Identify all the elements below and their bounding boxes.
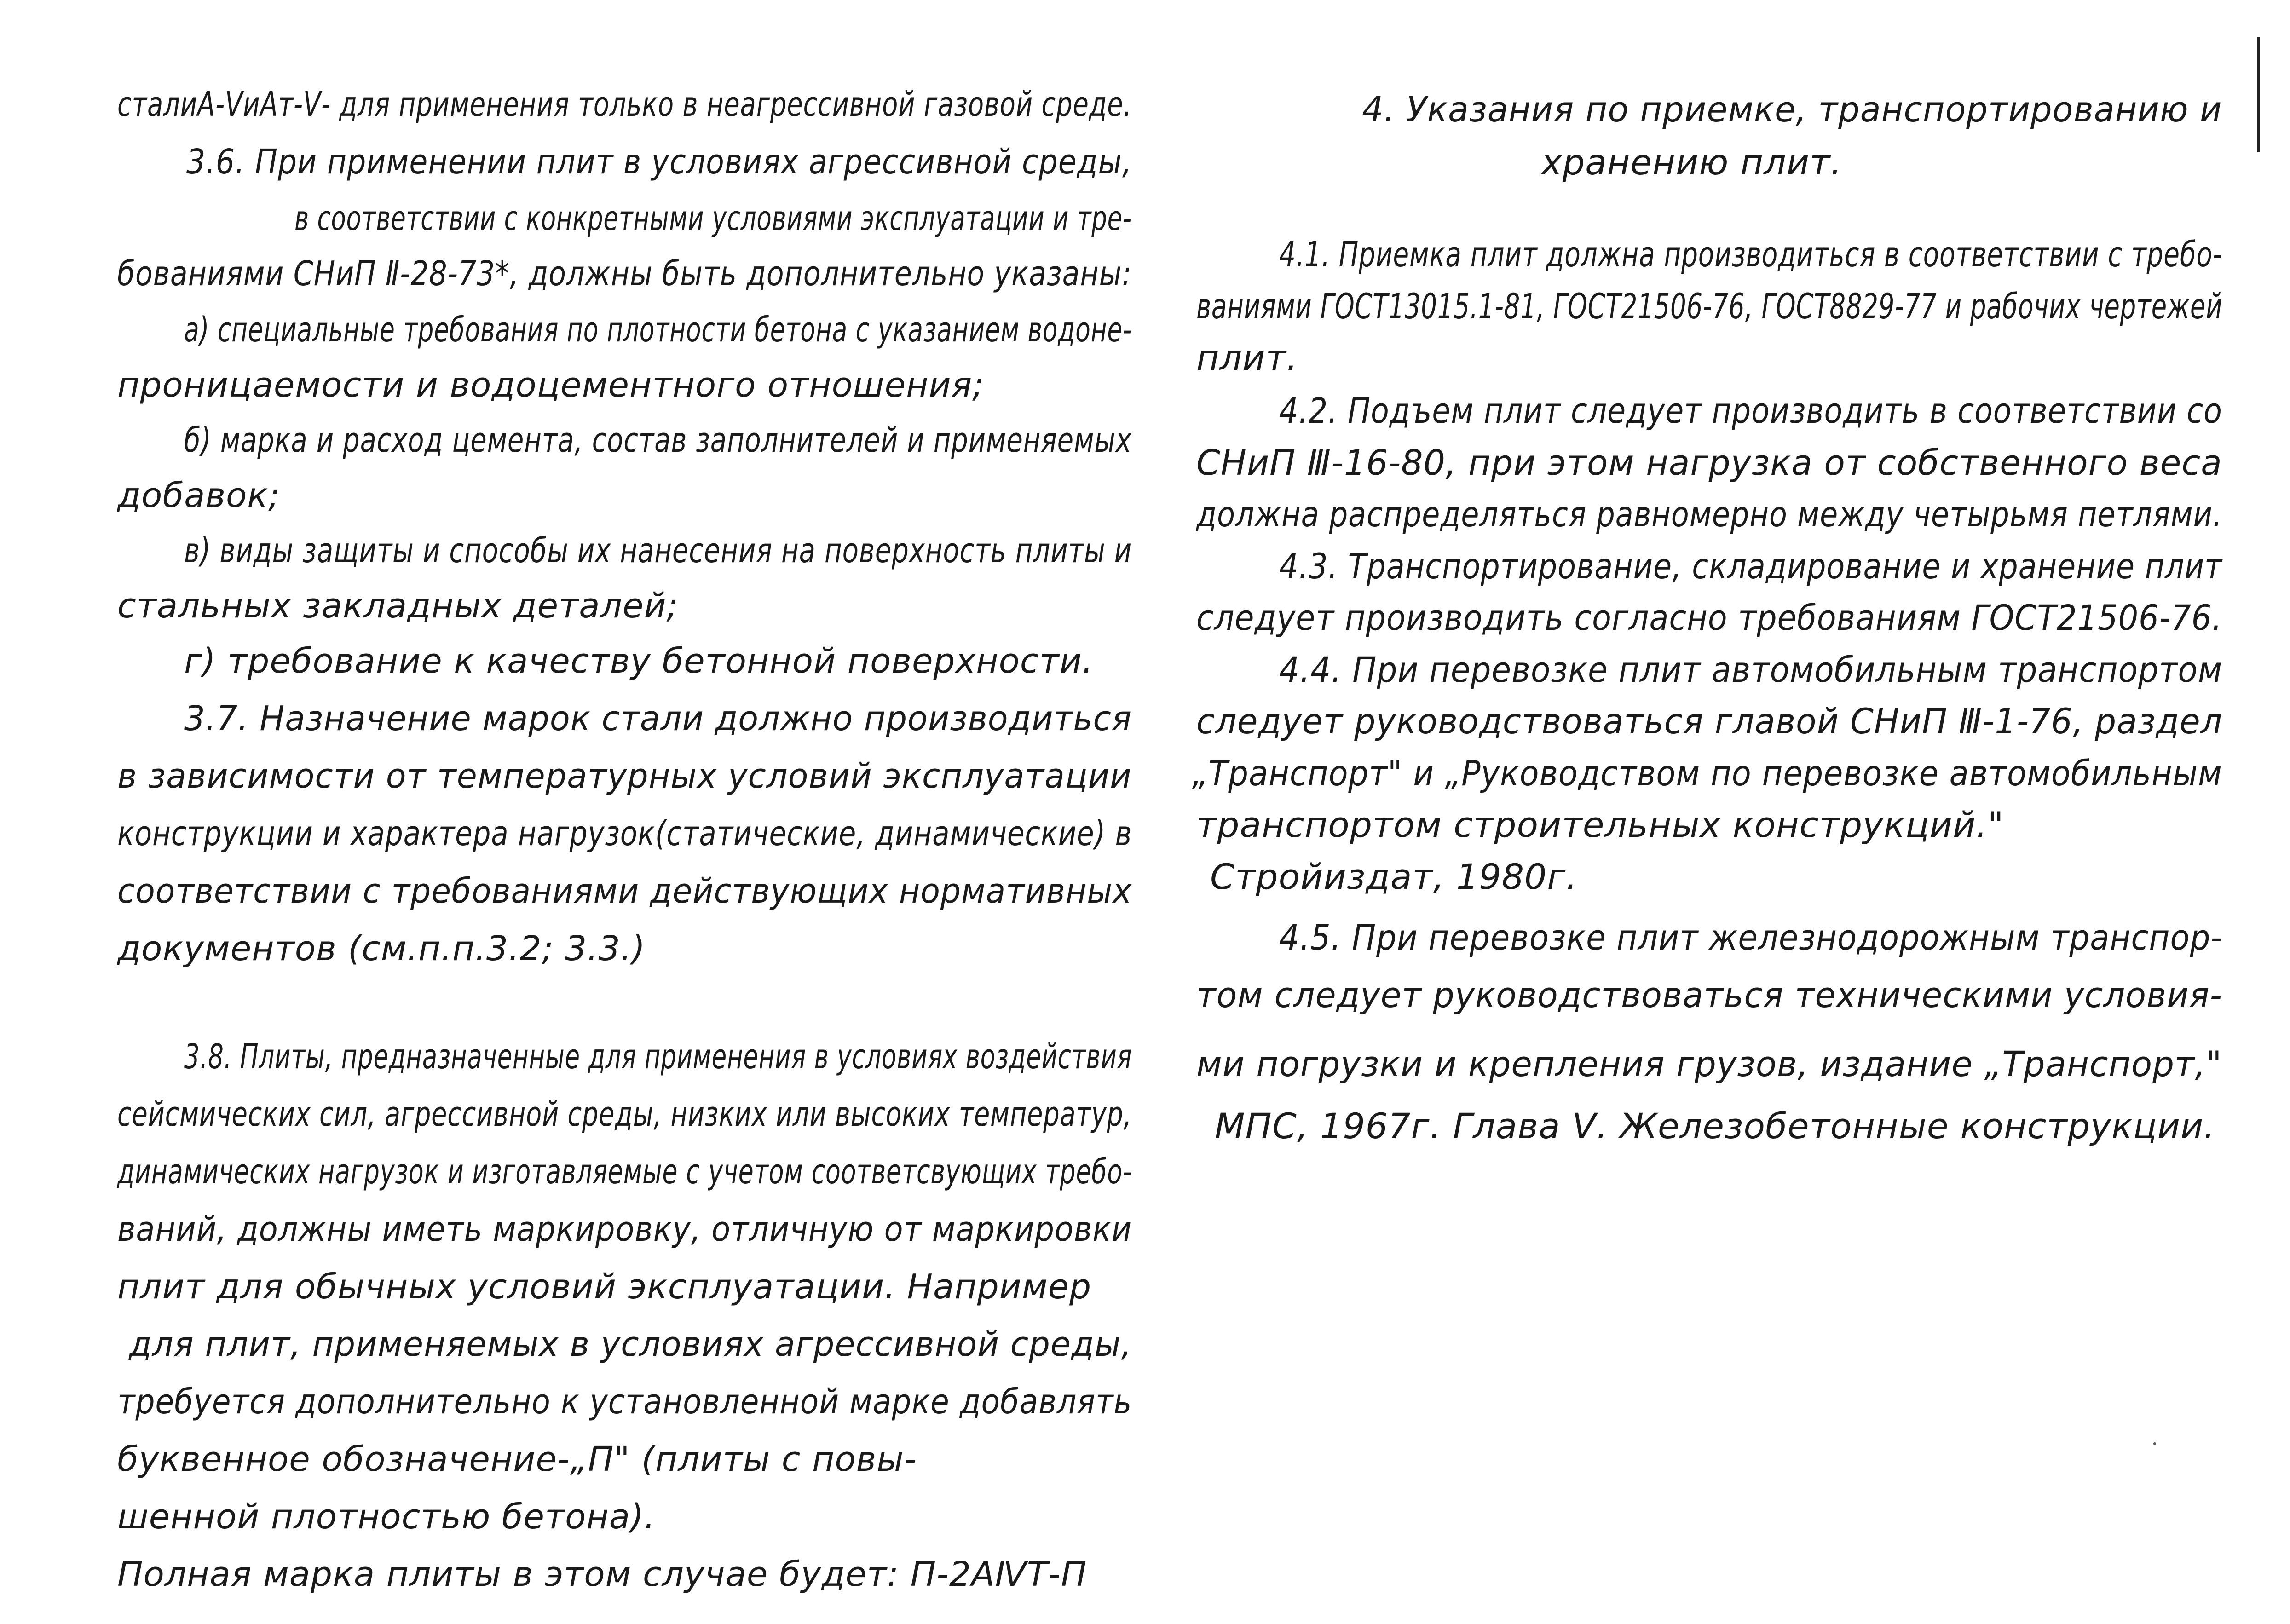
section-4-1: 4.1. Приемка плит должна производиться в соответствии с требо-: [1279, 234, 2223, 275]
section-3-6-heading: 3.6. При применении плит в условиях агрессивной среды,: [186, 142, 1132, 182]
text-line: транспортом строительных конструкций.": [1196, 804, 2004, 845]
list-item-v: в) виды защиты и способы их нанесения на поверхность плиты и: [184, 531, 1132, 570]
text-line: следует руководствоваться главой СНиП Ⅲ-1-76, раздел: [1196, 701, 2223, 742]
text-line: соответствии с требованиями действующих нормативных: [117, 871, 1132, 911]
list-item-g: г) требование к качеству бетонной поверхности.: [184, 641, 1094, 681]
section-4-5: 4.5. При перевозке плит железнодорожным транспор-: [1279, 917, 2223, 958]
text-line: том следует руководствоваться техническими условия-: [1196, 974, 2222, 1015]
text-line: документов (см.п.п.3.2; 3.3.): [117, 929, 646, 968]
text-line: сталиА-ⅤиАт-Ⅴ- для применения только в неагрессивной газовой среде.: [117, 85, 1132, 124]
section-3-7-heading: 3.7. Назначение марок стали должно производиться: [184, 699, 1132, 738]
text-line: ваний, должны иметь маркировку, отличную от маркировки: [117, 1209, 1132, 1249]
scan-edge-mark: [2257, 37, 2260, 152]
text-line: бованиями СНиП Ⅱ-28-73*, должны быть дополнительно указаны:: [117, 254, 1132, 294]
full-mark-example: Полная марка плиты в этом случае будет: П-2АⅣТ-П: [117, 1555, 1087, 1594]
list-item-a: а) специальные требования по плотности бетона с указанием водоне-: [184, 310, 1132, 350]
text-line: конструкции и характера нагрузок(статические, динамические) в: [117, 814, 1132, 853]
text-line: в соответствии с конкретными условиями эксплуатации и тре-: [294, 199, 1132, 238]
text-line: для плит, применяемых в условиях агрессивной среды,: [129, 1325, 1132, 1364]
text-line: в зависимости от температурных условий эксплуатации: [117, 756, 1132, 796]
section-4-2: 4.2. Подъем плит следует производить в соответствии со: [1279, 390, 2222, 431]
text-line: буквенное обозначение-„П" (плиты с повы-: [117, 1440, 917, 1479]
text-line: плит для обычных условий эксплуатации. Например: [117, 1267, 1092, 1307]
text-line: добавок;: [117, 476, 280, 515]
section-4-3: 4.3. Транспортирование, складирование и хранение плит: [1279, 546, 2222, 587]
text-line: МПС, 1967г. Глава Ⅴ. Железобетонные конструкции.: [1215, 1106, 2215, 1146]
text-line: шенной плотностью бетона).: [117, 1497, 656, 1537]
text-line: стальных закладных деталей;: [117, 586, 679, 626]
text-line: проницаемости и водоцементного отношения;: [117, 365, 985, 405]
text-line: требуется дополнительно к установленной марке добавлять: [117, 1382, 1132, 1422]
text-line: сейсмических сил, агрессивной среды, низких или высоких температур,: [117, 1094, 1132, 1134]
text-line: Стройиздат, 1980г.: [1210, 856, 1578, 897]
text-line: следует производить согласно требованиям ГОСТ21506-76.: [1196, 597, 2223, 638]
section-3-8-heading: 3.8. Плиты, предназначенные для применения в условиях воздействия: [184, 1037, 1132, 1077]
text-line: ваниями ГОСТ13015.1-81, ГОСТ21506-76, ГОСТ8829-77 и рабочих чертежей: [1196, 286, 2223, 327]
text-line: динамических нагрузок и изготавляемые с учетом соответсвующих требо-: [117, 1152, 1132, 1192]
section-4-4: 4.4. При перевозке плит автомобильным транспортом: [1279, 649, 2223, 690]
list-item-b: б) марка и расход цемента, состав заполнителей и применяемых: [184, 420, 1132, 460]
text-line: плит.: [1196, 337, 1298, 378]
text-line: должна распределяться равномерно между четырьмя петлями.: [1196, 494, 2223, 535]
text-line: СНиП Ⅲ-16-80, при этом нагрузка от собственного веса: [1196, 442, 2222, 483]
text-line: ми погрузки и крепления грузов, издание „Транспорт,": [1196, 1043, 2222, 1084]
scan-speck: [2153, 1442, 2156, 1445]
text-line: „Транспорт" и „Руководством по перевозке автомобильным: [1192, 753, 2222, 794]
section-4-heading-cont: хранению плит.: [1541, 142, 1842, 183]
section-4-heading: 4. Указания по приемке, транспортированию и: [1362, 89, 2222, 130]
